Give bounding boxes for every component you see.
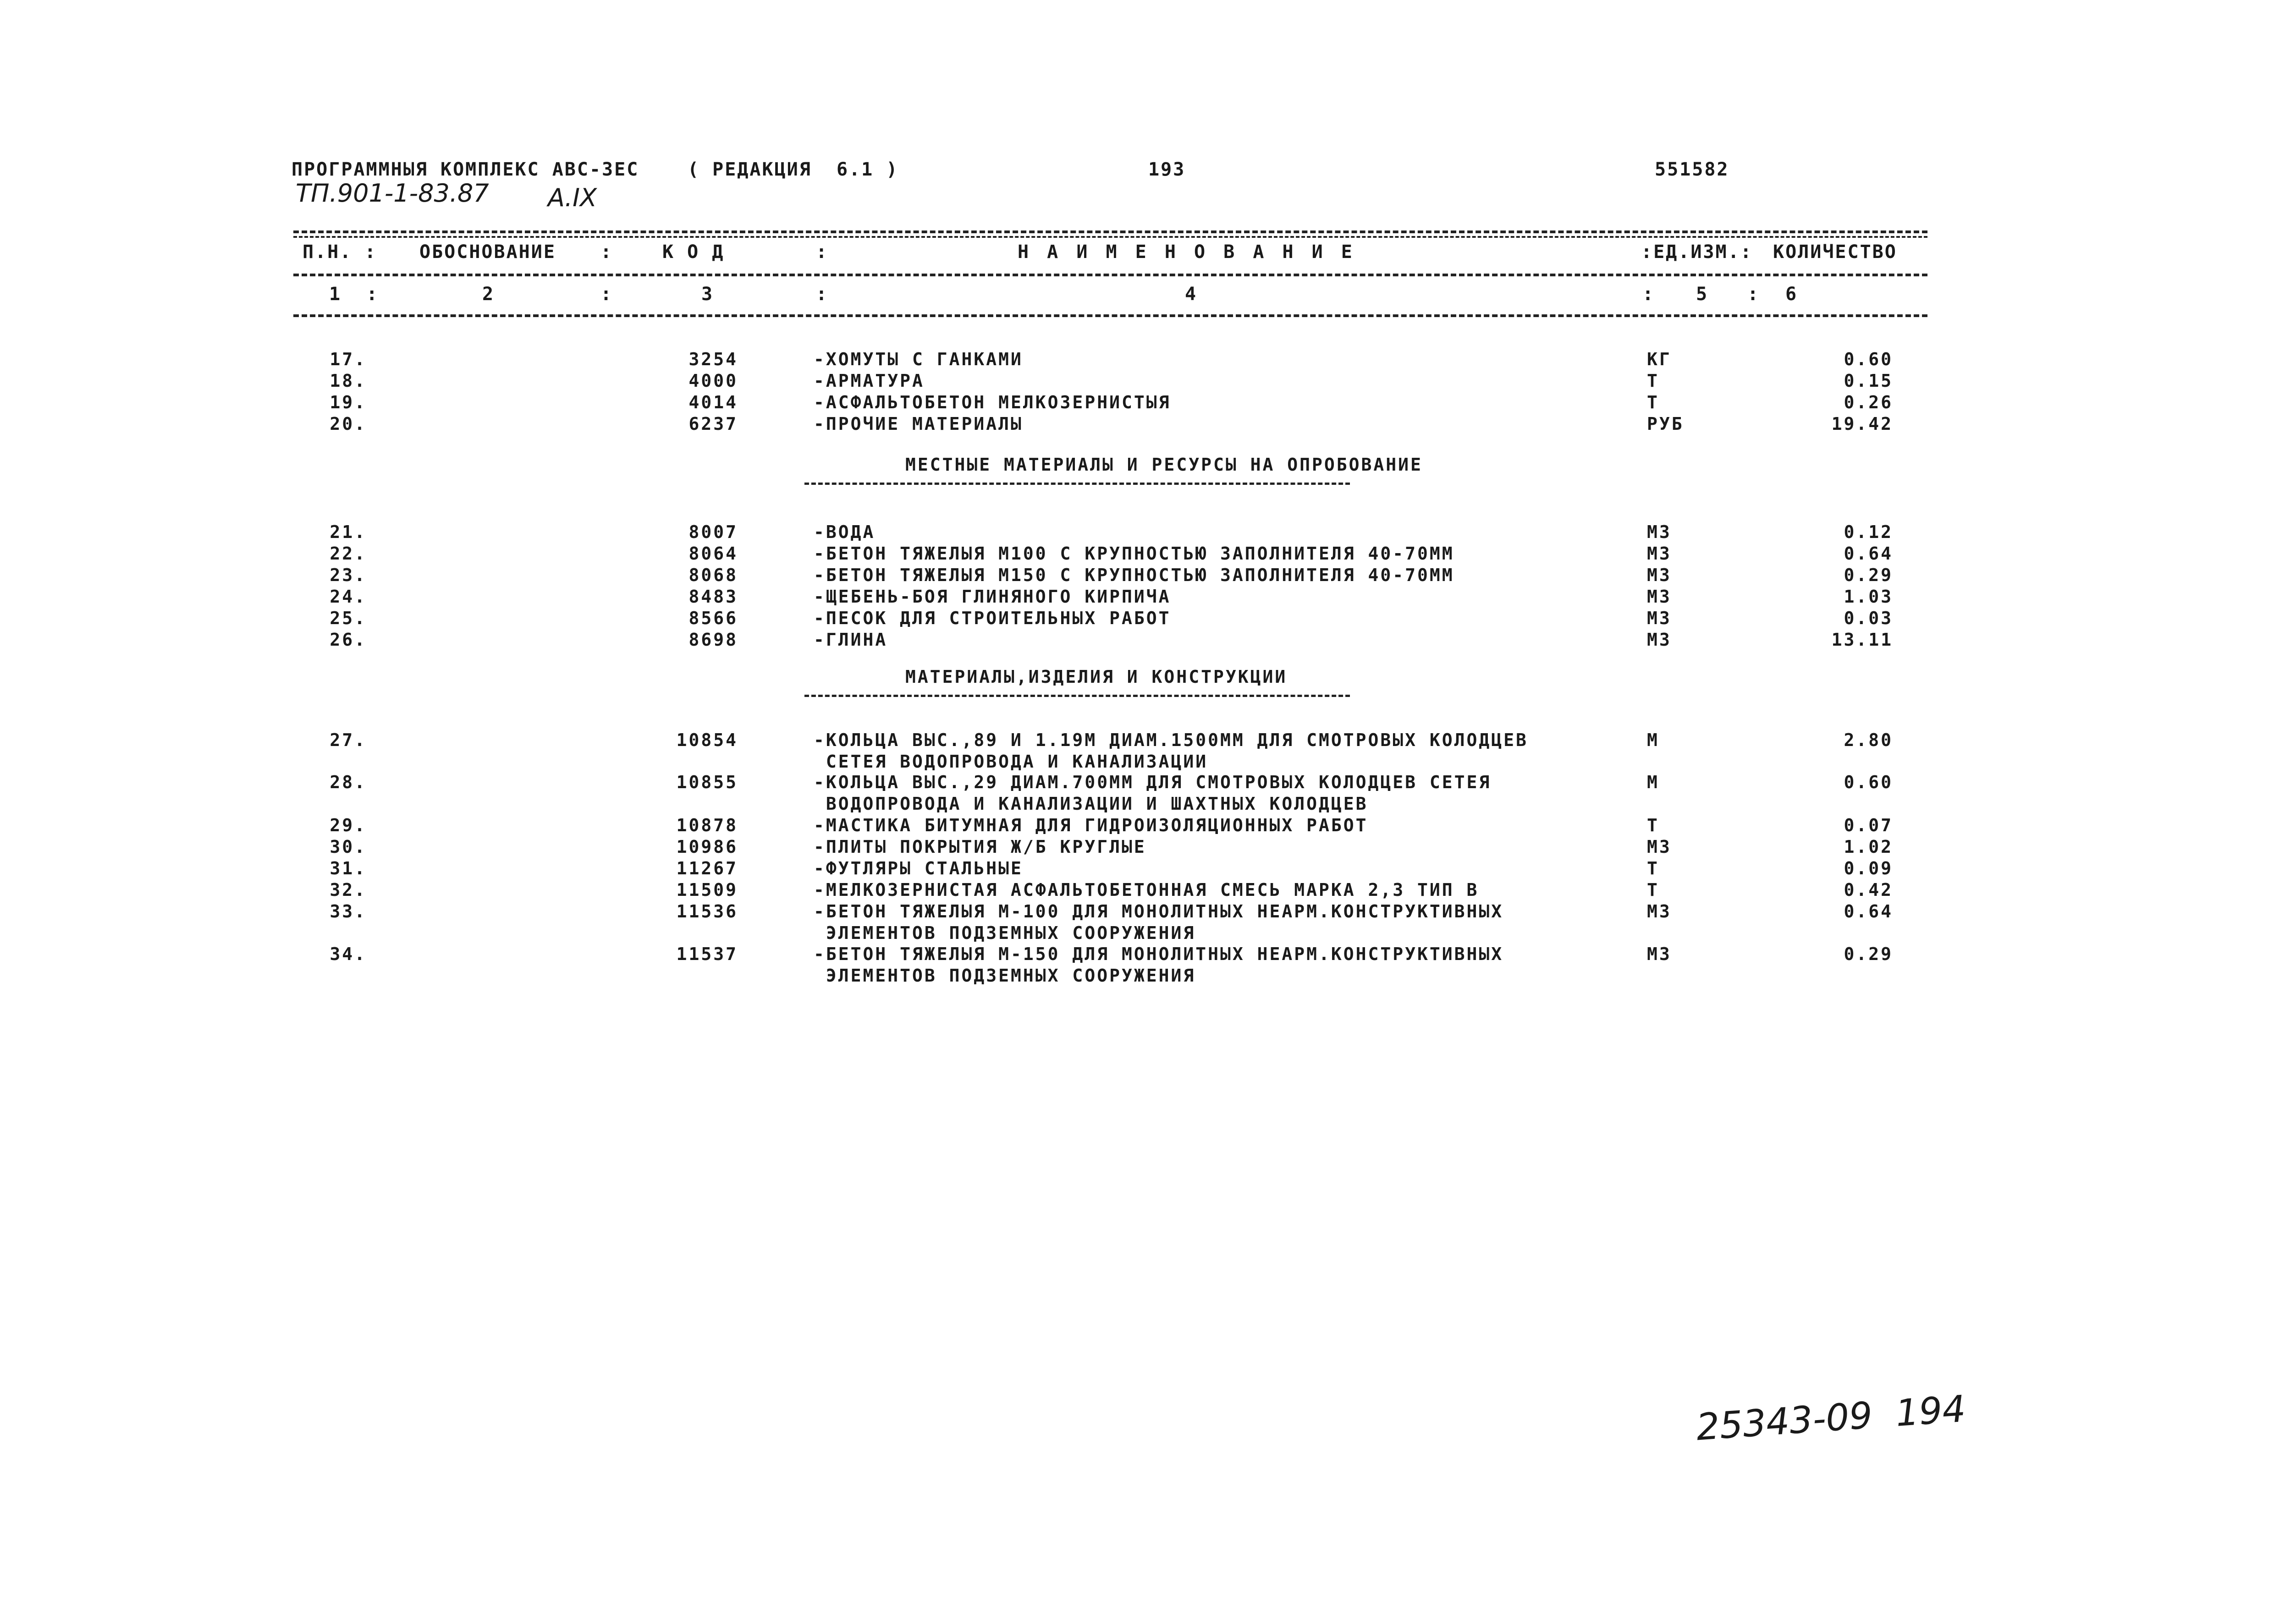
row-code: 10878 — [676, 815, 738, 835]
col-number-sep4: : — [1642, 284, 1655, 305]
row-code: 4000 — [688, 371, 738, 391]
row-number: 18. — [330, 371, 367, 391]
row-number: 28. — [330, 772, 367, 792]
row-qty: 0.03 — [1844, 608, 1893, 628]
table-top-rule — [293, 230, 1927, 233]
header-mid-rule — [293, 274, 1927, 276]
section-underline — [804, 483, 1350, 485]
col-header-sep1: : — [600, 241, 613, 263]
row-qty: 0.12 — [1844, 522, 1893, 542]
row-name: -КОЛЬЦА ВЫС.,89 И 1.19М ДИАМ.1500ММ ДЛЯ СМОТРОВЫХ КОЛОДЦЕВ — [814, 730, 1528, 750]
row-qty: 0.07 — [1844, 815, 1893, 835]
row-qty: 1.03 — [1844, 587, 1893, 607]
row-number: 19. — [330, 392, 367, 412]
row-name: -МЕЛКОЗЕРНИСТАЯ АСФАЛЬТОБЕТОННАЯ СМЕСЬ МАРКА 2,3 ТИП В — [814, 880, 1479, 900]
row-qty: 0.64 — [1844, 901, 1893, 922]
row-unit: РУБ — [1647, 414, 1684, 434]
col-number-2: 2 — [482, 284, 495, 305]
row-qty: 19.42 — [1831, 414, 1893, 434]
col-number-sep3: : — [816, 284, 829, 305]
row-unit: М3 — [1647, 565, 1672, 585]
row-number: 33. — [330, 901, 367, 922]
row-code: 11509 — [676, 880, 738, 900]
row-number: 30. — [330, 837, 367, 857]
section-underline — [804, 695, 1350, 697]
row-number: 17. — [330, 349, 367, 369]
row-name: -БЕТОН ТЯЖЕЛЫЯ М-150 ДЛЯ МОНОЛИТНЫХ НЕАРМ.КОНСТРУКТИВНЫХ — [814, 944, 1504, 964]
document-code: 551582 — [1655, 159, 1729, 180]
row-number: 25. — [330, 608, 367, 628]
row-unit: Т — [1647, 815, 1659, 835]
row-name: -ХОМУТЫ С ГАНКАМИ — [814, 349, 1023, 369]
row-qty: 0.42 — [1844, 880, 1893, 900]
row-qty: 0.15 — [1844, 371, 1893, 391]
row-code: 11536 — [676, 901, 738, 922]
project-number-handwritten: ТП.901-1-83.87 — [296, 179, 489, 208]
col-number-sep2: : — [600, 284, 613, 305]
col-number-5: 5 — [1696, 284, 1709, 305]
row-name: -БЕТОН ТЯЖЕЛЫЯ М100 С КРУПНОСТЬЮ ЗАПОЛНИТЕЛЯ 40-70ММ — [814, 543, 1454, 564]
row-code: 11537 — [676, 944, 738, 964]
row-number: 29. — [330, 815, 367, 835]
row-unit: КГ — [1647, 349, 1672, 369]
row-name: -КОЛЬЦА ВЫС.,29 ДИАМ.700ММ ДЛЯ СМОТРОВЫХ КОЛОДЦЕВ СЕТЕЯ — [814, 772, 1492, 792]
col-header-unit: :ЕД.ИЗМ.: — [1641, 241, 1753, 263]
row-number: 32. — [330, 880, 367, 900]
col-header-basis: ОБОСНОВАНИЕ — [419, 241, 556, 263]
header-bottom-rule — [293, 314, 1927, 317]
row-qty: 13.11 — [1831, 630, 1893, 650]
row-unit: М — [1647, 772, 1659, 792]
row-qty: 0.60 — [1844, 772, 1893, 792]
row-code: 6237 — [688, 414, 738, 434]
row-code: 10854 — [676, 730, 738, 750]
row-unit: Т — [1647, 858, 1659, 878]
row-code: 8064 — [688, 543, 738, 564]
row-number: 34. — [330, 944, 367, 964]
col-number-3: 3 — [701, 284, 714, 305]
row-name: -ПЛИТЫ ПОКРЫТИЯ Ж/Б КРУГЛЫЕ — [814, 837, 1146, 857]
row-unit: М3 — [1647, 543, 1672, 564]
row-unit: Т — [1647, 392, 1659, 412]
program-title: ПРОГРАММНЫЯ КОМПЛЕКС АВС-ЗЕС — [292, 159, 639, 180]
row-name: -БЕТОН ТЯЖЕЛЫЯ М150 С КРУПНОСТЬЮ ЗАПОЛНИТЕЛЯ 40-70ММ — [814, 565, 1454, 585]
row-number: 20. — [330, 414, 367, 434]
row-code: 8698 — [688, 630, 738, 650]
row-number: 22. — [330, 543, 367, 564]
row-unit: Т — [1647, 880, 1659, 900]
row-qty: 1.02 — [1844, 837, 1893, 857]
row-number: 27. — [330, 730, 367, 750]
footer-handwritten-number: 25343-09 194 — [1695, 1387, 1967, 1449]
row-code: 8068 — [688, 565, 738, 585]
row-name: -ЩЕБЕНЬ-БОЯ ГЛИНЯНОГО КИРПИЧА — [814, 587, 1171, 607]
row-unit: М3 — [1647, 630, 1672, 650]
row-unit: М3 — [1647, 608, 1672, 628]
row-qty: 0.29 — [1844, 944, 1893, 964]
row-qty: 0.64 — [1844, 543, 1893, 564]
section-title-materials-products: МАТЕРИАЛЫ,ИЗДЕЛИЯ И КОНСТРУКЦИИ — [905, 667, 1288, 687]
page-number: 193 — [1148, 159, 1186, 180]
row-name-continued: ВОДОПРОВОДА И КАНАЛИЗАЦИИ И ШАХТНЫХ КОЛОДЦЕВ — [814, 794, 1368, 814]
row-name: -ПРОЧИЕ МАТЕРИАЛЫ — [814, 414, 1023, 434]
row-code: 8566 — [688, 608, 738, 628]
col-header-code: К О Д — [662, 241, 725, 263]
row-unit: М3 — [1647, 522, 1672, 542]
row-code: 10986 — [676, 837, 738, 857]
col-number-sep5: : — [1747, 284, 1760, 305]
section-title-local-materials: МЕСТНЫЕ МАТЕРИАЛЫ И РЕСУРСЫ НА ОПРОБОВАНИЕ — [905, 455, 1423, 475]
row-qty: 0.09 — [1844, 858, 1893, 878]
row-unit: М3 — [1647, 901, 1672, 922]
col-number-1: 1 : — [329, 284, 379, 305]
row-name-continued: ЭЛЕМЕНТОВ ПОДЗЕМНЫХ СООРУЖЕНИЯ — [814, 923, 1196, 943]
row-number: 31. — [330, 858, 367, 878]
row-unit: М3 — [1647, 587, 1672, 607]
col-header-pn: П.Н. : — [303, 241, 377, 263]
row-code: 8007 — [688, 522, 738, 542]
row-qty: 0.26 — [1844, 392, 1893, 412]
row-code: 4014 — [688, 392, 738, 412]
row-name-continued: СЕТЕЯ ВОДОПРОВОДА И КАНАЛИЗАЦИИ — [814, 752, 1208, 772]
row-name: -АСФАЛЬТОБЕТОН МЕЛКОЗЕРНИСТЫЯ — [814, 392, 1171, 412]
row-name-continued: ЭЛЕМЕНТОВ ПОДЗЕМНЫХ СООРУЖЕНИЯ — [814, 966, 1196, 986]
row-unit: М3 — [1647, 944, 1672, 964]
col-header-sep2: : — [816, 241, 829, 263]
row-number: 26. — [330, 630, 367, 650]
row-code: 3254 — [688, 349, 738, 369]
row-code: 11267 — [676, 858, 738, 878]
row-name: -ВОДА — [814, 522, 875, 542]
row-number: 24. — [330, 587, 367, 607]
col-number-4: 4 — [1185, 284, 1198, 305]
col-header-qty: КОЛИЧЕСТВО — [1773, 241, 1897, 263]
row-unit: М3 — [1647, 837, 1672, 857]
edition-label: ( РЕДАКЦИЯ 6.1 ) — [688, 159, 899, 180]
row-name: -ФУТЛЯРЫ СТАЛЬНЫЕ — [814, 858, 1023, 878]
row-code: 8483 — [688, 587, 738, 607]
row-qty: 0.29 — [1844, 565, 1893, 585]
row-name: -МАСТИКА БИТУМНАЯ ДЛЯ ГИДРОИЗОЛЯЦИОННЫХ РАБОТ — [814, 815, 1368, 835]
row-number: 21. — [330, 522, 367, 542]
row-unit: М — [1647, 730, 1659, 750]
col-header-name: Н А И М Е Н О В А Н И Е — [1018, 241, 1356, 263]
row-qty: 0.60 — [1844, 349, 1893, 369]
row-code: 10855 — [676, 772, 738, 792]
row-number: 23. — [330, 565, 367, 585]
row-name: -ГЛИНА — [814, 630, 888, 650]
album-handwritten: А.IX — [548, 183, 597, 212]
row-unit: Т — [1647, 371, 1659, 391]
table-top-rule-2 — [293, 236, 1927, 238]
col-number-6: 6 — [1785, 284, 1798, 305]
row-name: -БЕТОН ТЯЖЕЛЫЯ М-100 ДЛЯ МОНОЛИТНЫХ НЕАРМ.КОНСТРУКТИВНЫХ — [814, 901, 1504, 922]
row-qty: 2.80 — [1844, 730, 1893, 750]
row-name: -АРМАТУРА — [814, 371, 925, 391]
row-name: -ПЕСОК ДЛЯ СТРОИТЕЛЬНЫХ РАБОТ — [814, 608, 1171, 628]
